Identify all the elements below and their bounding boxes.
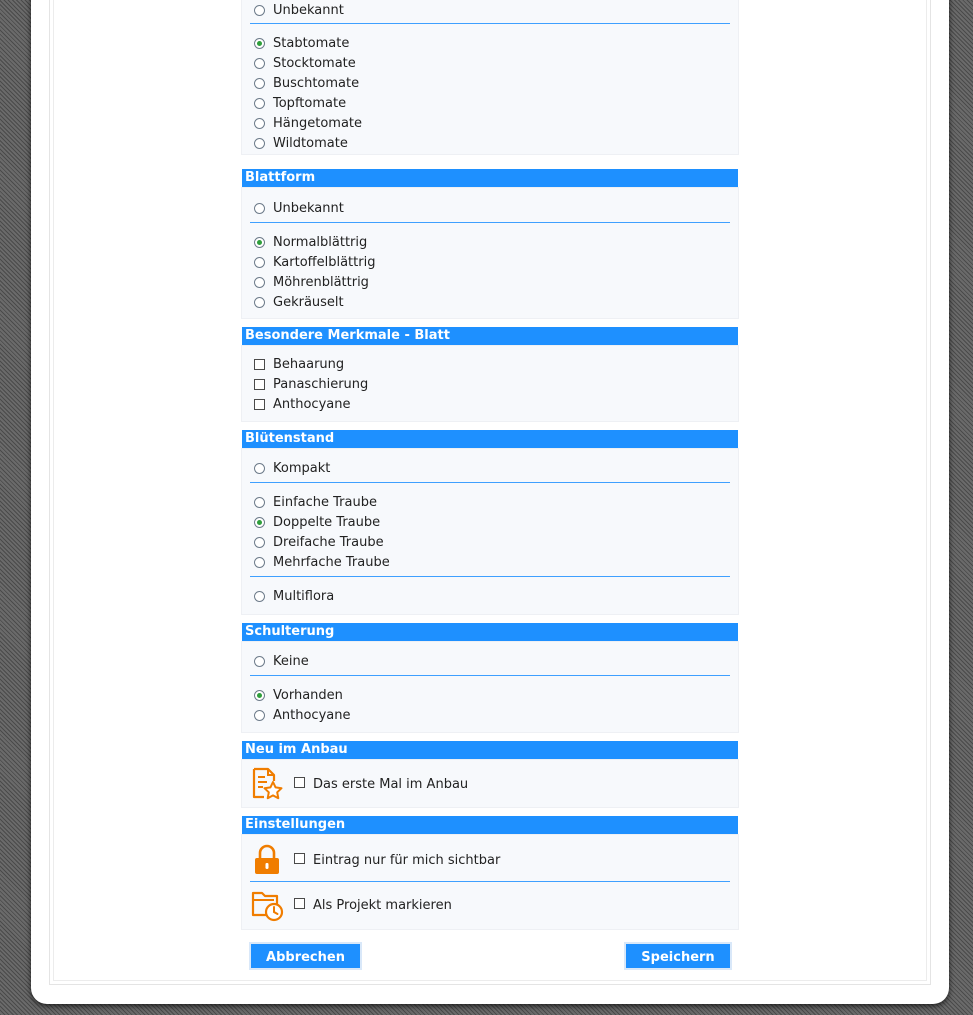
checkbox[interactable] (254, 359, 265, 370)
section-neu-im-anbau-body (241, 759, 739, 808)
radio-button[interactable] (254, 656, 265, 667)
radio-button[interactable] (254, 237, 265, 248)
section-merkmale-blatt-body (241, 345, 739, 422)
radio-button[interactable] (254, 591, 265, 602)
radio-label: Normalblättrig (273, 234, 368, 250)
radio-option-normalblaettrig[interactable] (250, 232, 730, 252)
checkbox[interactable] (254, 379, 265, 390)
radio-label: Kompakt (273, 460, 331, 476)
radio-button[interactable] (254, 38, 265, 49)
radio-option-einfache-traube[interactable] (250, 492, 730, 512)
section-blattform (241, 169, 739, 319)
section-header: Einstellungen (242, 816, 738, 834)
first-cultivation-row[interactable] (250, 767, 730, 801)
checkbox-label: Eintrag nur für mich sichtbar (313, 852, 501, 868)
radio-button[interactable] (254, 5, 265, 16)
private-entry-row[interactable] (250, 843, 730, 877)
checkbox-label: Das erste Mal im Anbau (313, 776, 469, 792)
divider (250, 881, 730, 882)
section-schulterung-body (241, 641, 739, 733)
section-wuchsform (241, 0, 739, 155)
radio-button[interactable] (254, 203, 265, 214)
checkbox-option-behaarung[interactable] (250, 354, 730, 374)
radio-label: Möhrenblättrig (273, 274, 369, 290)
document-star-icon (250, 767, 284, 801)
checkbox-option-panaschierung[interactable] (250, 374, 730, 394)
radio-option-stabtomate[interactable] (250, 33, 730, 53)
radio-button[interactable] (254, 297, 265, 308)
radio-button[interactable] (254, 257, 265, 268)
radio-option-moehrenblaettrig[interactable] (250, 272, 730, 292)
section-merkmale-blatt (241, 327, 739, 422)
radio-label: Anthocyane (273, 707, 351, 723)
radio-option-multiflora[interactable] (250, 586, 730, 606)
radio-option-dreifache-traube[interactable] (250, 532, 730, 552)
radio-button[interactable] (254, 463, 265, 474)
radio-label: Hängetomate (273, 115, 363, 131)
radio-label: Unbekannt (273, 2, 344, 18)
radio-button[interactable] (254, 277, 265, 288)
radio-label: Keine (273, 653, 309, 669)
section-blattform-body (241, 187, 739, 319)
checkbox-label: Behaarung (273, 356, 345, 372)
radio-button[interactable] (254, 98, 265, 109)
section-header: Neu im Anbau (242, 741, 738, 759)
divider (250, 222, 730, 223)
radio-button[interactable] (254, 557, 265, 568)
radio-button[interactable] (254, 78, 265, 89)
divider (250, 482, 730, 483)
project-row[interactable] (250, 888, 730, 922)
section-neu-im-anbau (241, 741, 739, 808)
radio-button[interactable] (254, 710, 265, 721)
radio-button[interactable] (254, 517, 265, 528)
lock-icon (250, 843, 284, 877)
radio-label: Multiflora (273, 588, 335, 604)
radio-label: Unbekannt (273, 200, 344, 216)
checkbox[interactable] (294, 853, 305, 864)
radio-option-vorhanden[interactable] (250, 685, 730, 705)
radio-option-wildtomate[interactable] (250, 133, 730, 153)
radio-label: Einfache Traube (273, 494, 377, 510)
section-header: Blütenstand (242, 430, 738, 448)
radio-option-haengetomate[interactable] (250, 113, 730, 133)
section-header: Schulterung (242, 623, 738, 641)
checkbox[interactable] (254, 399, 265, 410)
radio-option-kartoffelblaettrig[interactable] (250, 252, 730, 272)
radio-option-mehrfache-traube[interactable] (250, 552, 730, 572)
radio-label: Wildtomate (273, 135, 348, 151)
save-button[interactable]: Speichern (624, 942, 732, 970)
section-header: Besondere Merkmale - Blatt (242, 327, 738, 345)
checkbox-option-anthocyane[interactable] (250, 394, 730, 414)
radio-label: Kartoffelblättrig (273, 254, 376, 270)
checkbox-label: Anthocyane (273, 396, 351, 412)
radio-option-unbekannt[interactable] (250, 198, 730, 218)
divider (250, 675, 730, 676)
section-schulterung (241, 623, 739, 733)
radio-label: Mehrfache Traube (273, 554, 390, 570)
radio-label: Topftomate (273, 95, 347, 111)
radio-option-doppelte-traube[interactable] (250, 512, 730, 532)
checkbox[interactable] (294, 777, 305, 788)
radio-button[interactable] (254, 58, 265, 69)
section-header: Blattform (242, 169, 738, 187)
radio-option-keine[interactable] (250, 651, 730, 671)
checkbox-label: Als Projekt markieren (313, 897, 452, 913)
cancel-button[interactable]: Abbrechen (249, 942, 362, 970)
divider (250, 23, 730, 24)
radio-label: Vorhanden (273, 687, 343, 703)
radio-label: Buschtomate (273, 75, 360, 91)
radio-option-anthocyane[interactable] (250, 705, 730, 725)
radio-button[interactable] (254, 537, 265, 548)
radio-button[interactable] (254, 138, 265, 149)
checkbox[interactable] (294, 898, 305, 909)
section-bluetenstand-body (241, 448, 739, 615)
radio-option-topftomate[interactable] (250, 93, 730, 113)
section-wuchsform-body (241, 0, 739, 155)
radio-label: Stabtomate (273, 35, 350, 51)
radio-label: Stocktomate (273, 55, 356, 71)
divider (250, 576, 730, 577)
section-bluetenstand (241, 430, 739, 615)
radio-button[interactable] (254, 690, 265, 701)
radio-option-buschtomate[interactable] (250, 73, 730, 93)
section-einstellungen (241, 816, 739, 930)
section-einstellungen-body (241, 834, 739, 930)
radio-option-gekraeuselt[interactable] (250, 292, 730, 312)
folder-clock-icon (250, 888, 284, 922)
radio-label: Dreifache Traube (273, 534, 384, 550)
radio-button[interactable] (254, 497, 265, 508)
radio-label: Doppelte Traube (273, 514, 381, 530)
radio-option-stocktomate[interactable] (250, 53, 730, 73)
radio-label: Gekräuselt (273, 294, 344, 310)
radio-button[interactable] (254, 118, 265, 129)
checkbox-label: Panaschierung (273, 376, 369, 392)
radio-option-unbekannt[interactable] (250, 1, 730, 19)
radio-option-kompakt[interactable] (250, 458, 730, 478)
